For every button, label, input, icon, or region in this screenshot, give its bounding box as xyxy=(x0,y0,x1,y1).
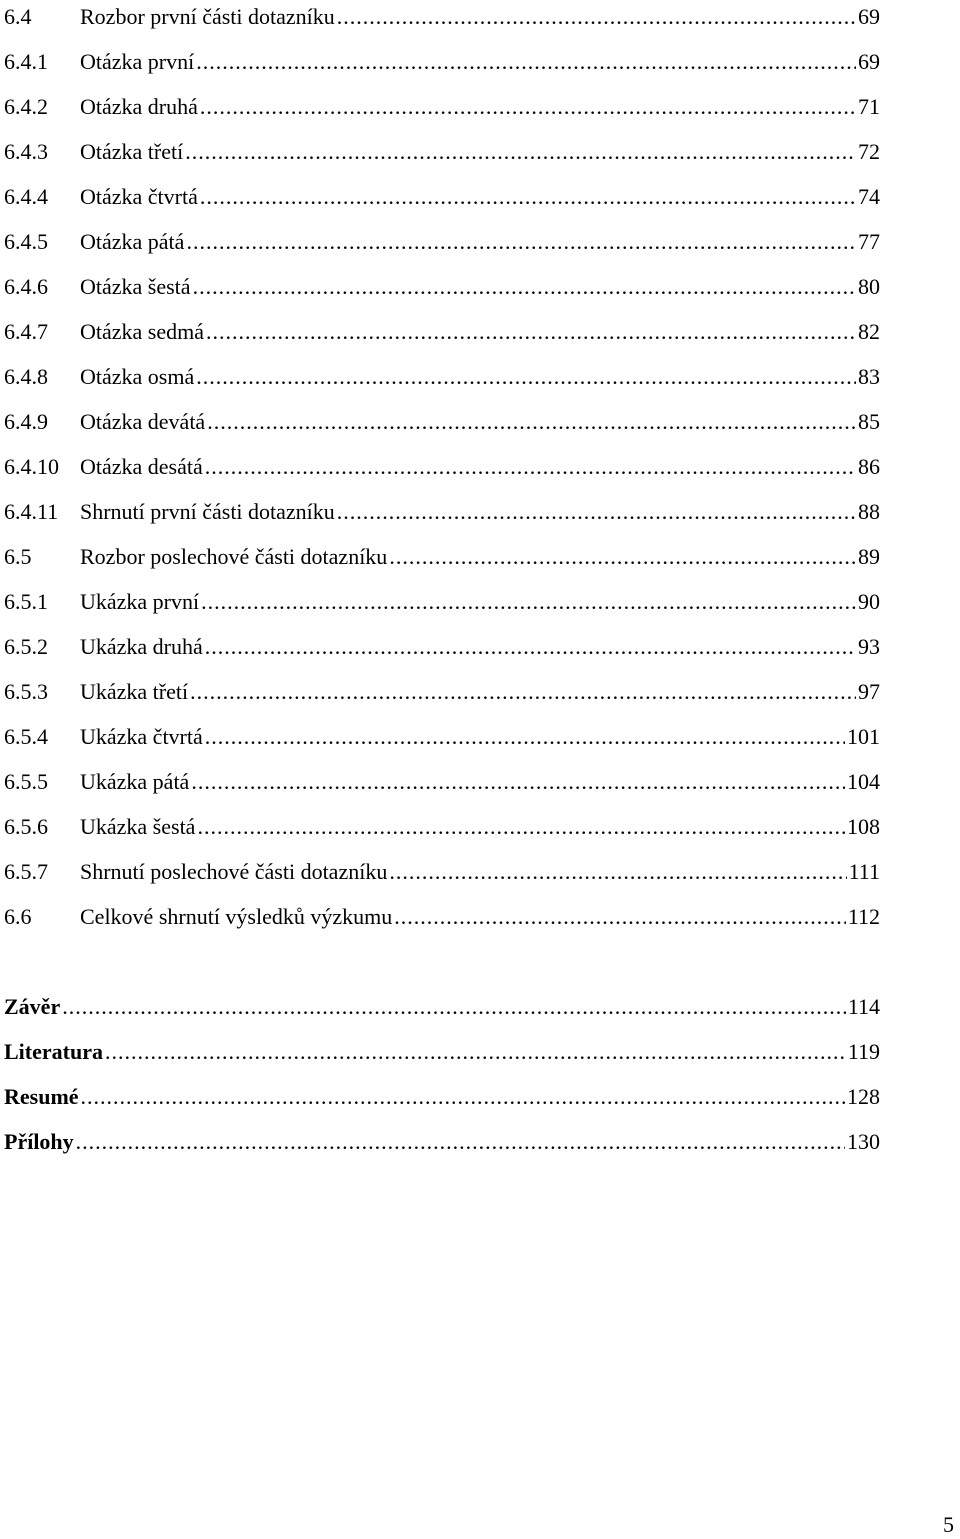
toc-page: 90 xyxy=(858,589,880,614)
toc-entry[interactable] xyxy=(4,90,880,124)
toc-title: Celkové shrnutí výsledků výzkumu xyxy=(80,904,393,929)
toc-number: 6.4.8 xyxy=(4,364,48,389)
dot-leader xyxy=(205,630,856,664)
toc-title: Otázka první xyxy=(80,49,195,74)
dot-leader xyxy=(206,315,856,349)
toc-page: 97 xyxy=(858,679,880,704)
dot-leader xyxy=(186,225,856,259)
toc-number: 6.4.4 xyxy=(4,184,48,209)
dot-leader xyxy=(394,900,846,934)
toc-title: Otázka druhá xyxy=(80,94,198,119)
toc-title: Ukázka čtvrtá xyxy=(80,724,203,749)
toc-page: 88 xyxy=(858,499,880,524)
toc-title: Ukázka pátá xyxy=(80,769,190,794)
toc-number: 6.5.1 xyxy=(4,589,48,614)
toc-page: 89 xyxy=(858,544,880,569)
dot-leader xyxy=(207,405,856,439)
toc-page: 128 xyxy=(847,1084,880,1109)
toc-title: Otázka třetí xyxy=(80,139,184,164)
toc-number: 6.5.5 xyxy=(4,769,48,794)
toc-entry[interactable] xyxy=(4,270,880,304)
toc-page: 104 xyxy=(847,769,880,794)
dot-leader xyxy=(81,1080,845,1114)
toc-entry[interactable] xyxy=(4,225,880,259)
toc-entry[interactable] xyxy=(4,855,880,889)
toc-page: 85 xyxy=(858,409,880,434)
toc-page: 69 xyxy=(858,4,880,29)
toc-number: 6.5.6 xyxy=(4,814,48,839)
toc-number: 6.4.9 xyxy=(4,409,48,434)
dot-leader xyxy=(205,720,845,754)
toc-page: 108 xyxy=(847,814,880,839)
toc-entry-literature[interactable] xyxy=(4,1035,880,1069)
dot-leader xyxy=(200,180,856,214)
toc-title: Shrnutí poslechové části dotazníku xyxy=(80,859,388,884)
toc-number: 6.5.7 xyxy=(4,859,48,884)
toc-page: 69 xyxy=(858,49,880,74)
toc-number: 6.4.11 xyxy=(4,499,59,524)
toc-entry[interactable] xyxy=(4,540,880,574)
toc-title: Závěr xyxy=(4,994,61,1019)
toc-page: 83 xyxy=(858,364,880,389)
toc-entry[interactable] xyxy=(4,315,880,349)
toc-page: 93 xyxy=(858,634,880,659)
toc-number: 6.5.4 xyxy=(4,724,48,749)
dot-leader xyxy=(196,45,856,79)
toc-page: 101 xyxy=(847,724,880,749)
toc-entry[interactable] xyxy=(4,0,880,34)
toc-title: Otázka čtvrtá xyxy=(80,184,198,209)
toc-entry[interactable] xyxy=(4,720,880,754)
toc-title: Literatura xyxy=(4,1039,103,1064)
toc-title: Otázka pátá xyxy=(80,229,185,254)
toc-number: 6.4.3 xyxy=(4,139,48,164)
toc-entry[interactable] xyxy=(4,675,880,709)
toc-page: 86 xyxy=(858,454,880,479)
toc-entry[interactable] xyxy=(4,45,880,79)
dot-leader xyxy=(191,765,845,799)
toc-page: 74 xyxy=(858,184,880,209)
dot-leader xyxy=(205,450,856,484)
dot-leader xyxy=(389,540,856,574)
toc-title: Otázka devátá xyxy=(80,409,206,434)
toc-entry-appendices[interactable] xyxy=(4,1125,880,1159)
toc-title: Resumé xyxy=(4,1084,79,1109)
toc-title: Ukázka druhá xyxy=(80,634,203,659)
dot-leader xyxy=(76,1125,845,1159)
toc-number: 6.4.1 xyxy=(4,49,48,74)
dot-leader xyxy=(337,495,856,529)
toc-entry-resume[interactable] xyxy=(4,1080,880,1114)
toc-page: 111 xyxy=(848,859,880,884)
toc-page: 112 xyxy=(847,904,880,929)
dot-leader xyxy=(62,990,846,1024)
dot-leader xyxy=(389,855,846,889)
dot-leader xyxy=(105,1035,846,1069)
toc-entry[interactable] xyxy=(4,360,880,394)
toc-entry[interactable] xyxy=(4,765,880,799)
toc-page: 72 xyxy=(858,139,880,164)
toc-title: Otázka osmá xyxy=(80,364,195,389)
dot-leader xyxy=(185,135,856,169)
toc-number: 6.4 xyxy=(4,4,32,29)
toc-page: 119 xyxy=(847,1039,880,1064)
toc-title: Otázka sedmá xyxy=(80,319,204,344)
toc-title: Přílohy xyxy=(4,1129,74,1154)
toc-entry[interactable] xyxy=(4,900,880,934)
toc-title: Otázka šestá xyxy=(80,274,191,299)
toc-number: 6.5.3 xyxy=(4,679,48,704)
toc-entry[interactable] xyxy=(4,630,880,664)
toc-entry[interactable] xyxy=(4,810,880,844)
toc-number: 6.4.6 xyxy=(4,274,48,299)
toc-number: 6.4.5 xyxy=(4,229,48,254)
toc-entry[interactable] xyxy=(4,180,880,214)
toc-title: Rozbor první části dotazníku xyxy=(80,4,335,29)
toc-number: 6.5 xyxy=(4,544,32,569)
toc-title: Rozbor poslechové části dotazníku xyxy=(80,544,388,569)
toc-number: 6.4.2 xyxy=(4,94,48,119)
toc-number: 6.6 xyxy=(4,904,32,929)
toc-page: 114 xyxy=(847,994,880,1019)
toc-title: Shrnutí první části dotazníku xyxy=(80,499,335,524)
dot-leader xyxy=(190,675,856,709)
toc-number: 6.4.10 xyxy=(4,454,59,479)
toc-entry[interactable] xyxy=(4,135,880,169)
toc-page: 77 xyxy=(858,229,880,254)
toc-number: 6.5.2 xyxy=(4,634,48,659)
toc-page: 80 xyxy=(858,274,880,299)
page-number: 5 xyxy=(943,1512,954,1537)
toc-entry[interactable] xyxy=(4,450,880,484)
toc-title: Ukázka šestá xyxy=(80,814,196,839)
toc-title: Otázka desátá xyxy=(80,454,203,479)
toc-title: Ukázka třetí xyxy=(80,679,189,704)
toc-page: 130 xyxy=(847,1129,880,1154)
toc-entry[interactable] xyxy=(4,495,880,529)
dot-leader xyxy=(197,810,845,844)
toc-entry[interactable] xyxy=(4,405,880,439)
toc-title: Ukázka první xyxy=(80,589,200,614)
dot-leader xyxy=(200,90,856,124)
toc-entry[interactable] xyxy=(4,585,880,619)
toc-number: 6.4.7 xyxy=(4,319,48,344)
toc-page: 71 xyxy=(858,94,880,119)
dot-leader xyxy=(196,360,856,394)
dot-leader xyxy=(201,585,856,619)
toc-page: 82 xyxy=(858,319,880,344)
dot-leader xyxy=(193,270,856,304)
dot-leader xyxy=(337,0,856,34)
toc-entry-conclusion[interactable] xyxy=(4,990,880,1024)
